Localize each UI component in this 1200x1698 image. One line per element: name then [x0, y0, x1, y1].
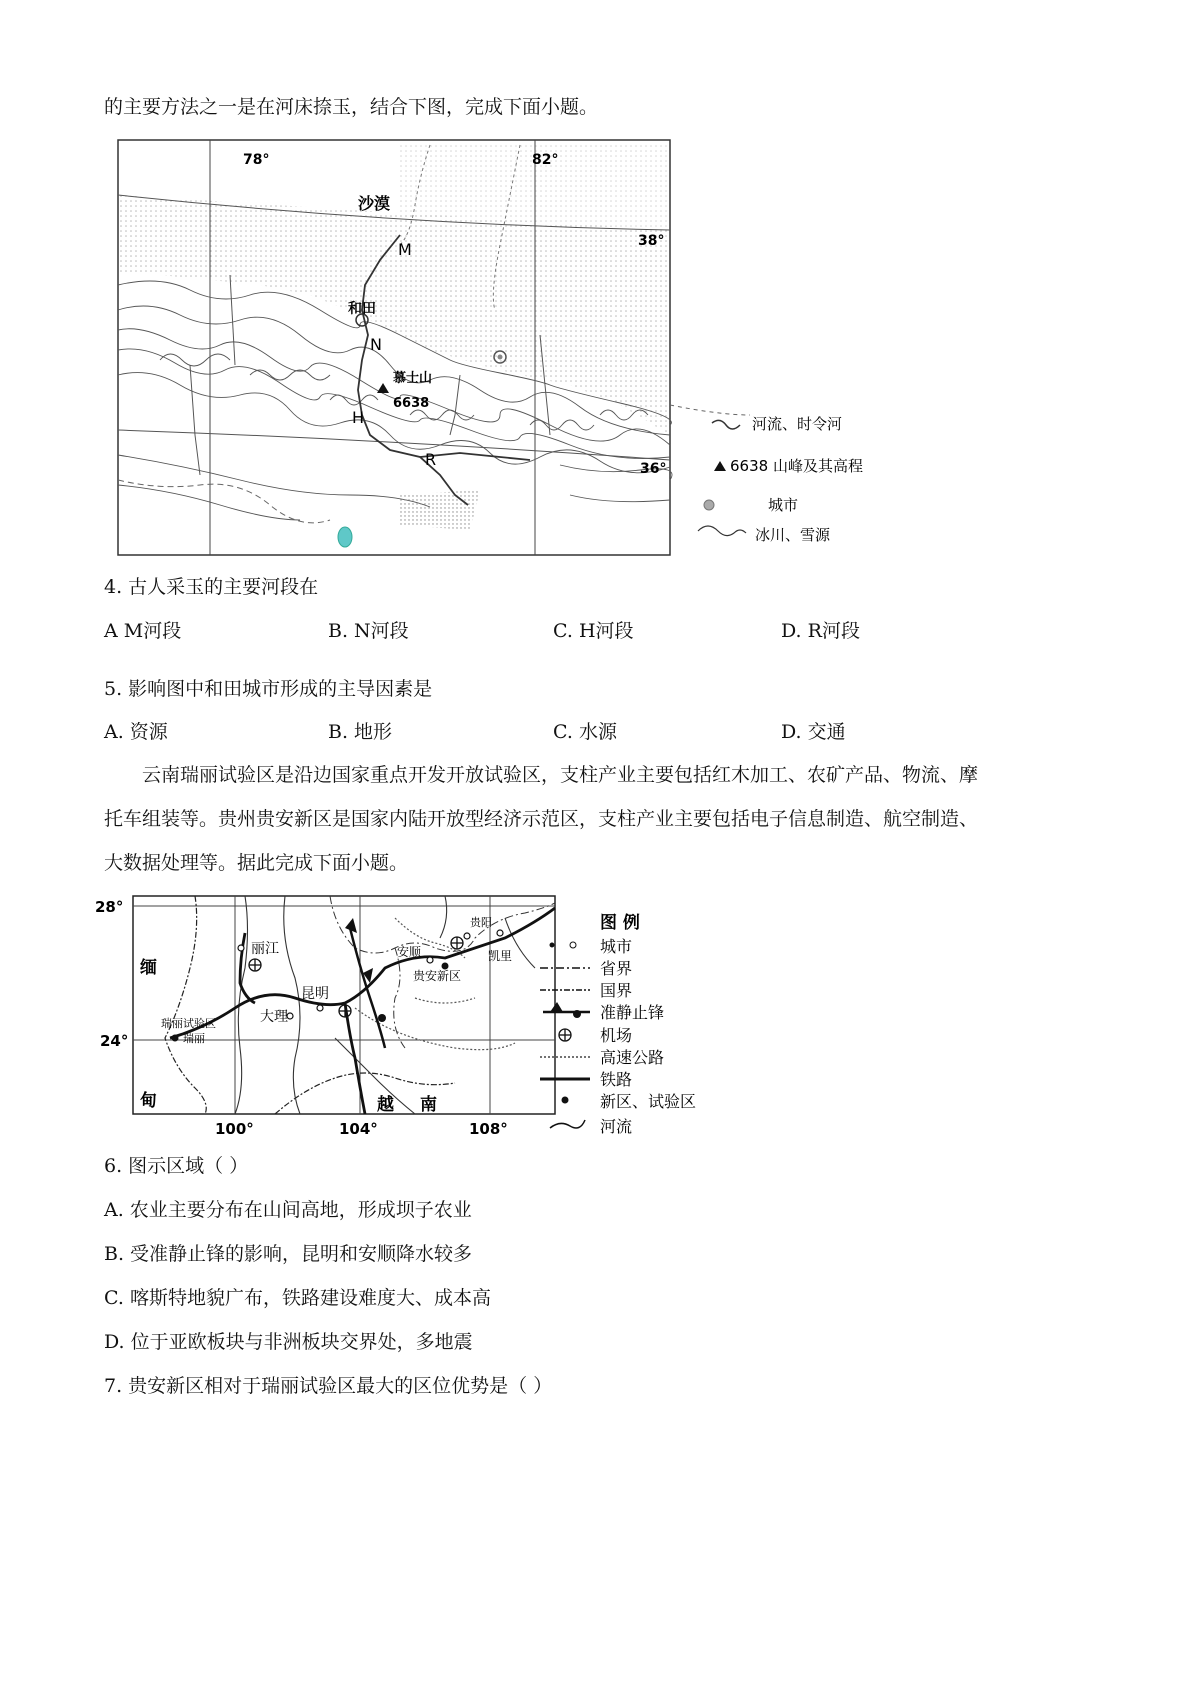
q4-stem: 4. 古人采玉的主要河段在	[104, 576, 319, 598]
intro-line: 的主要方法之一是在河床捺玉，结合下图，完成下面小题。	[104, 96, 599, 118]
lon-label-78: 78°	[243, 152, 270, 168]
place-anshun: 安顺	[397, 945, 422, 959]
lon-100: 100°	[215, 1120, 254, 1138]
legend-newzone: 新区、试验区	[600, 1092, 697, 1111]
passage-line-1: 云南瑞丽试验区是沿边国家重点开发开放试验区，支柱产业主要包括红木加工、农矿产品、物流、摩	[142, 764, 979, 786]
lon-label-82: 82°	[532, 152, 559, 168]
lat-28: 28°	[95, 898, 124, 916]
legend-city2: 城市	[600, 937, 633, 956]
lat-24: 24°	[100, 1032, 129, 1050]
legend-highway: 高速公路	[600, 1048, 665, 1067]
city-legend-icon	[704, 500, 714, 510]
lat-label-38: 38°	[638, 233, 665, 249]
q6-option-c[interactable]: C. 喀斯特地貌广布，铁路建设难度大、成本高	[104, 1287, 491, 1309]
legend-title: 图 例	[600, 913, 640, 933]
q4-option-c[interactable]: C. H河段	[553, 620, 634, 642]
segment-r: R	[425, 450, 437, 469]
legend-river: 河流、时令河	[752, 415, 843, 433]
map-yunnan-guizhou	[95, 888, 735, 1138]
place-lijiang: 丽江	[251, 941, 279, 957]
lon-104: 104°	[339, 1120, 378, 1138]
legend-province: 省界	[600, 959, 633, 978]
legend-airport: 机场	[600, 1026, 633, 1045]
glacier-legend-icon	[698, 526, 746, 536]
legend-river2: 河流	[600, 1117, 633, 1136]
lon-108: 108°	[469, 1120, 508, 1138]
segment-m: M	[398, 240, 412, 259]
desert-label: 沙漠	[358, 194, 391, 213]
legend-railway: 铁路	[600, 1070, 633, 1089]
legend-glacier: 冰川、雪源	[755, 526, 831, 544]
place-ruili-zone: 瑞丽试验区	[161, 1017, 216, 1030]
map2-legend	[540, 912, 696, 1136]
peak-elev: 6638	[393, 396, 430, 411]
map-hotan-svg	[100, 135, 870, 560]
q4-option-d[interactable]: D. R河段	[781, 620, 860, 642]
q4-option-b[interactable]: B. N河段	[328, 620, 409, 642]
lake	[338, 527, 352, 547]
peak-name: 慕士山	[393, 371, 433, 386]
country-nan: 南	[420, 1095, 437, 1115]
segment-n: N	[370, 335, 382, 354]
river-legend-icon	[712, 420, 740, 429]
country-yue: 越	[377, 1095, 394, 1115]
q7-stem: 7. 贵安新区相对于瑞丽试验区最大的区位优势是（ ）	[104, 1375, 553, 1397]
place-guian: 贵安新区	[413, 969, 462, 983]
legend-city: 城市	[768, 496, 799, 514]
q5-option-d[interactable]: D. 交通	[781, 721, 846, 743]
q6-option-a[interactable]: A. 农业主要分布在山间高地，形成坝子农业	[104, 1199, 472, 1221]
legend-border: 国界	[600, 981, 633, 1000]
peak-legend-icon	[714, 461, 726, 471]
q6-stem: 6. 图示区域（ ）	[104, 1155, 249, 1177]
q4-option-a[interactable]: A M河段	[104, 620, 182, 642]
q5-stem: 5. 影响图中和田城市形成的主导因素是	[104, 678, 433, 700]
place-dali: 大理	[260, 1009, 288, 1025]
q5-option-a[interactable]: A. 资源	[104, 721, 168, 743]
place-guiyang: 贵阳	[470, 916, 492, 929]
lat-label-36: 36°	[640, 461, 667, 477]
q5-option-b[interactable]: B. 地形	[328, 721, 393, 743]
legend-front: 准静止锋	[600, 1003, 665, 1022]
q5-option-c[interactable]: C. 水源	[553, 721, 617, 743]
map2-svg	[95, 888, 735, 1138]
hotan-label: 和田	[348, 301, 376, 317]
place-kunming: 昆明	[301, 986, 329, 1002]
passage-line-3: 大数据处理等。据此完成下面小题。	[104, 852, 409, 874]
country-dian: 甸	[140, 1091, 157, 1111]
map-hotan	[100, 135, 870, 560]
segment-h: H	[352, 408, 365, 427]
place-ruili: 瑞丽	[183, 1032, 205, 1045]
country-mian: 缅	[140, 958, 157, 978]
q6-option-b[interactable]: B. 受准静止锋的影响，昆明和安顺降水较多	[104, 1243, 473, 1265]
q6-option-d[interactable]: D. 位于亚欧板块与非洲板块交界处，多地震	[104, 1331, 473, 1353]
passage-line-2: 托车组装等。贵州贵安新区是国家内陆开放型经济示范区，支柱产业主要包括电子信息制造、航空制造、	[104, 808, 979, 830]
legend-peak: 6638 山峰及其高程	[730, 457, 863, 475]
place-kaili: 凯里	[488, 949, 513, 963]
map1-legend	[698, 415, 863, 544]
ruili-marker	[172, 1035, 179, 1042]
